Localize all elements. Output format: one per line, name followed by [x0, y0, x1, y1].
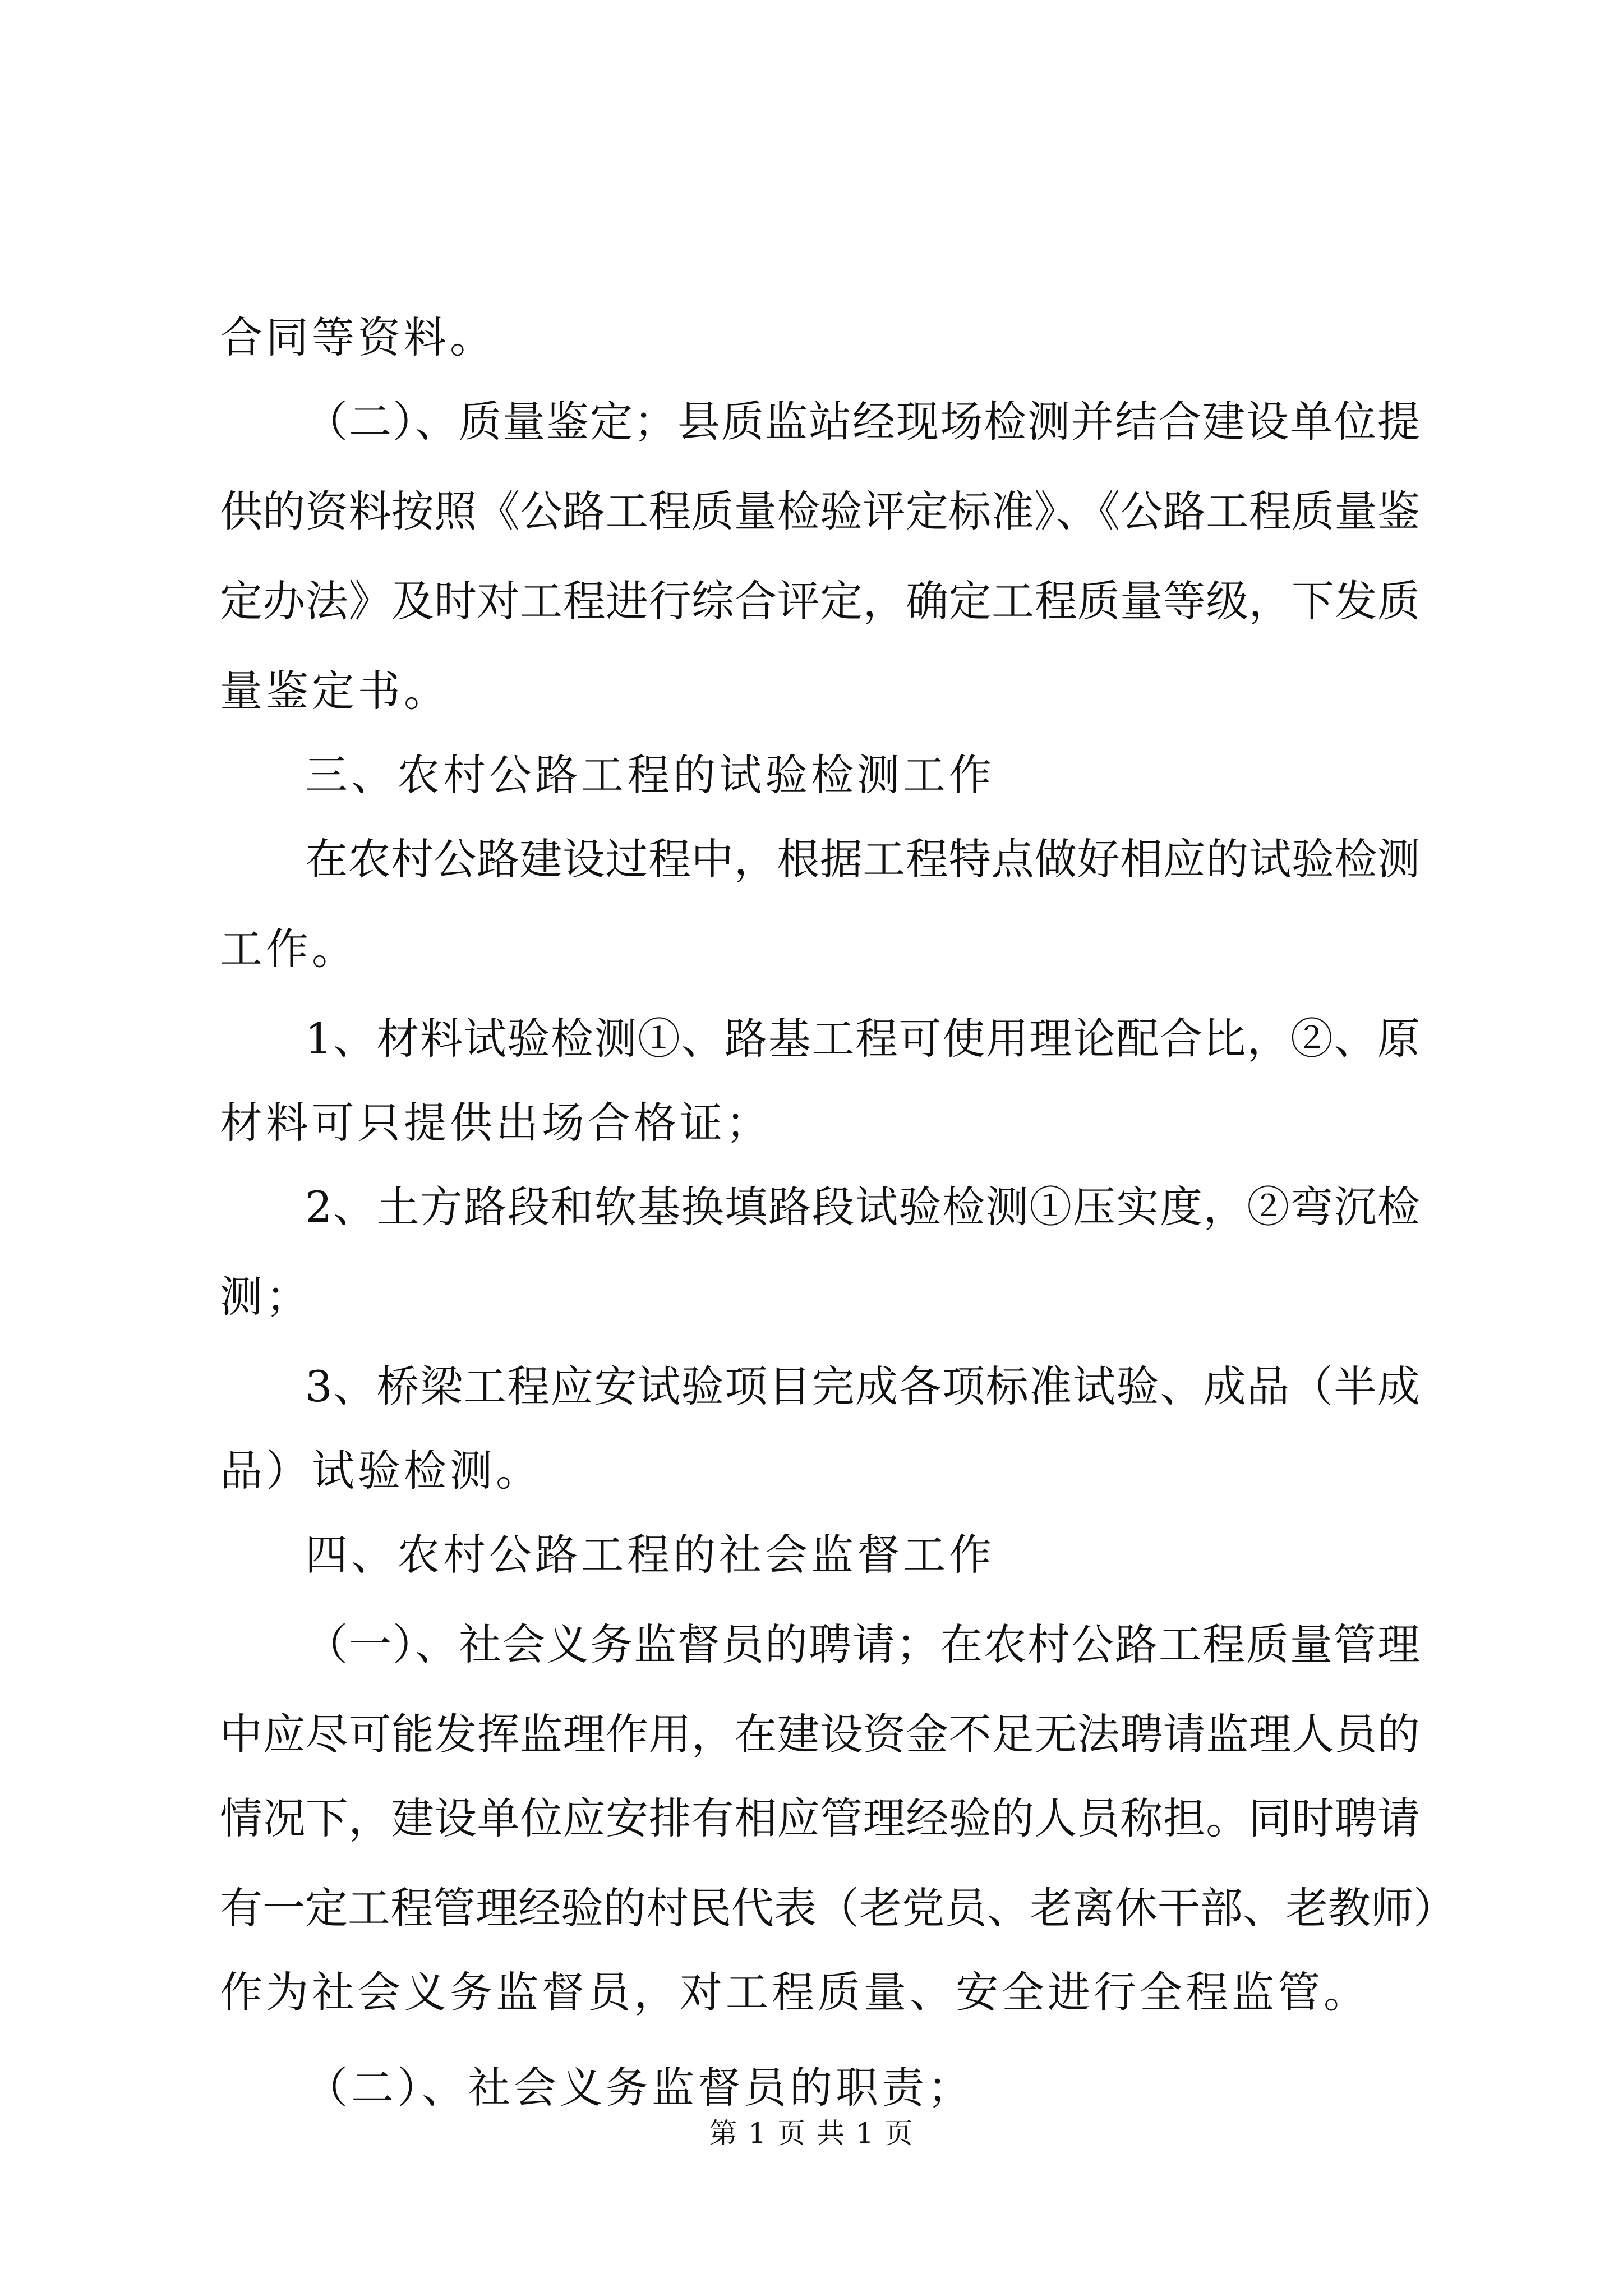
text-line: 定办法》及时对工程进行综合评定，确定工程质量等级，下发质	[220, 576, 1420, 626]
text-line: 1、材料试验检测①、路基工程可使用理论配合比，②、原	[305, 1014, 1420, 1064]
text-line: 材料可只提供出场合格证；	[220, 1098, 772, 1148]
text-line: 3、桥梁工程应安试验项目完成各项标准试验、成品（半成	[305, 1361, 1420, 1411]
page-number-footer: 第 1 页 共 1 页	[709, 2117, 914, 2150]
text-line: 在农村公路建设过程中，根据工程特点做好相应的试验检测	[305, 834, 1420, 884]
text-line: 供的资料按照《公路工程质量检验评定标准》、《公路工程质量鉴	[220, 486, 1420, 536]
text-line: 2、土方路段和软基换填路段试验检测①压实度，②弯沉检	[305, 1182, 1420, 1232]
text-line: （二）、社会义务监督员的职责；	[305, 2063, 974, 2113]
section-heading: 三、农村公路工程的试验检测工作	[305, 750, 995, 800]
text-line: 作为社会义务监督员，对工程质量、安全进行全程监管。	[220, 1967, 1370, 2017]
text-line: （一）、社会义务监督员的聘请；在农村公路工程质量管理	[305, 1619, 1420, 1669]
text-line: 量鉴定书。	[220, 666, 450, 716]
text-line: 工作。	[220, 924, 358, 974]
text-line: （二）、质量鉴定；县质监站经现场检测并结合建设单位提	[305, 397, 1420, 447]
text-line: 中应尽可能发挥监理作用，在建设资金不足无法聘请监理人员的	[220, 1709, 1420, 1759]
text-line: 品）试验检测。	[220, 1446, 542, 1496]
text-line: 情况下，建设单位应安排有相应管理经验的人员称担。同时聘请	[220, 1793, 1420, 1843]
text-line: 测；	[220, 1272, 312, 1322]
text-line: 合同等资料。	[220, 312, 496, 362]
section-heading: 四、农村公路工程的社会监督工作	[305, 1530, 995, 1580]
text-line: 有一定工程管理经验的村民代表（老党员、老离休干部、老教师）	[220, 1883, 1456, 1933]
